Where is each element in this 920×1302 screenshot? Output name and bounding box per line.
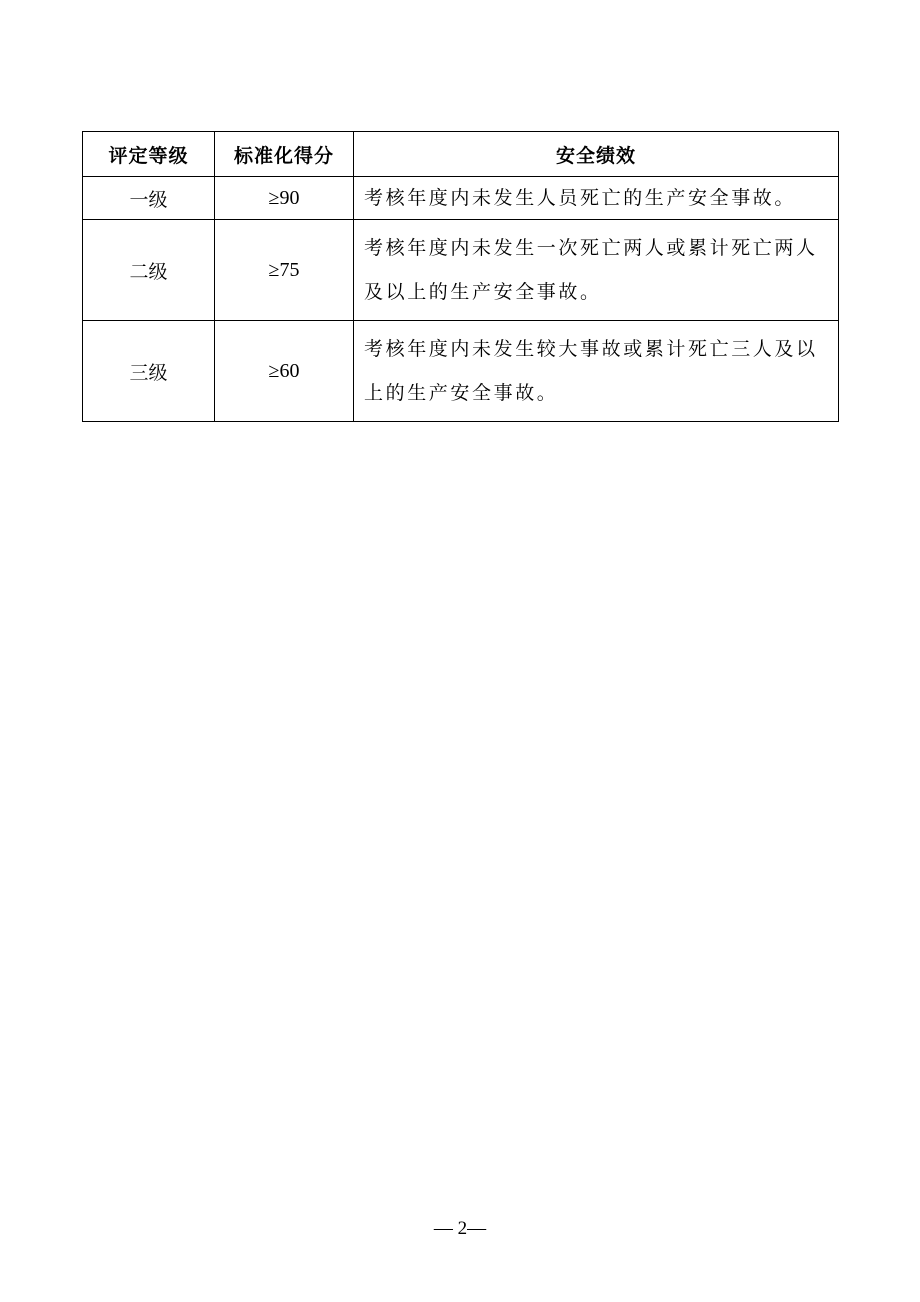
- table-row: [83, 177, 839, 220]
- score-cell: ≥90: [215, 177, 354, 220]
- grade-standard-table: [82, 131, 839, 422]
- performance-cell: 考核年度内未发生人员死亡的生产安全事故。: [354, 177, 839, 220]
- table-row: [83, 321, 839, 422]
- header-grade-level: 评定等级: [83, 132, 215, 177]
- table-row: [83, 220, 839, 321]
- page-number: — 2—: [433, 1218, 487, 1239]
- score-cell: ≥60: [215, 321, 354, 422]
- grade-level-cell: 二级: [83, 220, 215, 321]
- header-standard-score: 标准化得分: [215, 132, 354, 177]
- performance-cell: 考核年度内未发生较大事故或累计死亡三人及以上的生产安全事故。: [354, 321, 839, 422]
- grade-level-cell: 一级: [83, 177, 215, 220]
- header-safety-performance: 安全绩效: [354, 132, 839, 177]
- performance-cell: 考核年度内未发生一次死亡两人或累计死亡两人及以上的生产安全事故。: [354, 220, 839, 321]
- score-cell: ≥75: [215, 220, 354, 321]
- grade-level-cell: 三级: [83, 321, 215, 422]
- table-header-row: [83, 132, 839, 177]
